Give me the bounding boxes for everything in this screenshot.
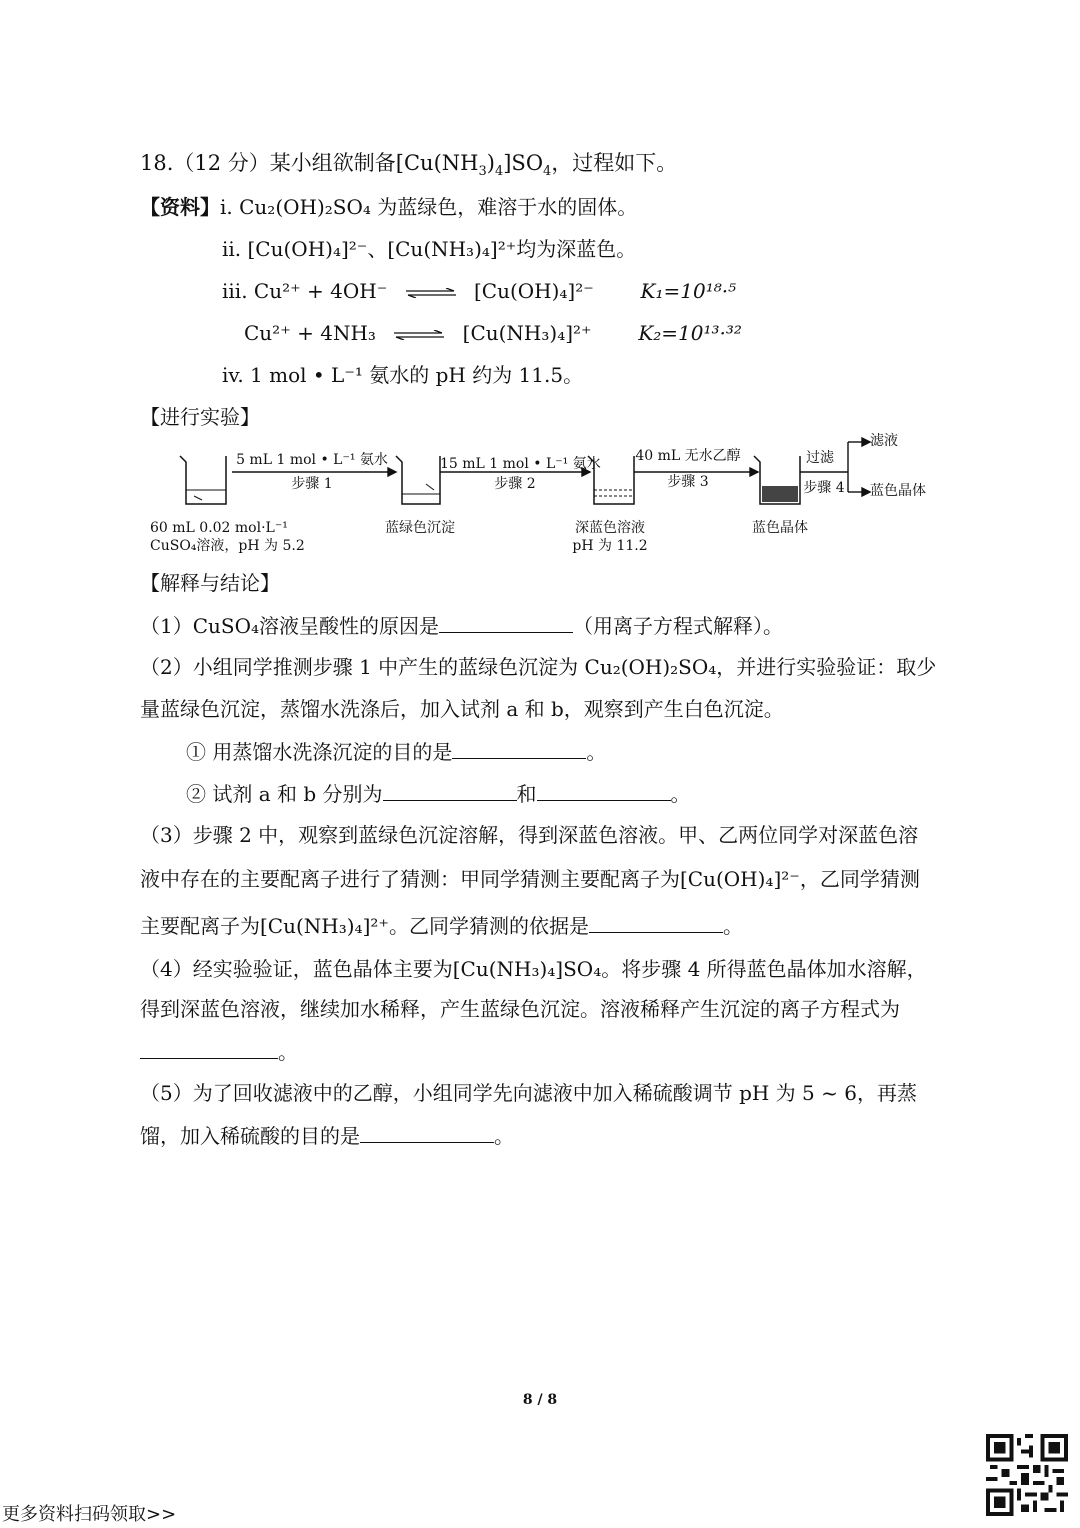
beaker3-line1: 深蓝色溶液 bbox=[575, 520, 645, 536]
period: 。 bbox=[494, 1124, 514, 1148]
step1-label: 步骤 1 bbox=[291, 476, 333, 492]
experiment-tag: 【进行实验】 bbox=[140, 405, 260, 429]
beaker1-line2: CuSO₄溶液，pH 为 5.2 bbox=[150, 538, 305, 554]
step1-reagent: 5 mL 1 mol • L⁻¹ 氨水 bbox=[236, 452, 388, 468]
q2-1-line bbox=[186, 738, 606, 765]
eq1-lhs: iii. Cu²⁺ + 4OH⁻ bbox=[222, 279, 388, 303]
page-number: 8 / 8 bbox=[522, 1392, 558, 1408]
beaker-2 bbox=[396, 456, 440, 504]
experiment-flow-diagram bbox=[150, 428, 950, 568]
step4-label: 步骤 4 bbox=[803, 480, 845, 496]
beaker1-line1: 60 mL 0.02 mol·L⁻¹ bbox=[150, 520, 288, 536]
q3-answer-blank[interactable] bbox=[589, 912, 723, 933]
q2-2-and: 和 bbox=[516, 782, 537, 806]
step2-reagent: 15 mL 1 mol • L⁻¹ 氨水 bbox=[440, 456, 601, 472]
step4-top: 过滤 bbox=[806, 450, 834, 466]
q5-answer-blank[interactable] bbox=[360, 1122, 494, 1143]
q3-text: 主要配离子为[Cu(NH₃)₄]²⁺。乙同学猜测的依据是 bbox=[140, 914, 589, 938]
q5-line-b bbox=[140, 1122, 514, 1149]
title-sub: 4 bbox=[543, 164, 552, 180]
q2-2-text: ② 试剂 a 和 b 分别为 bbox=[186, 782, 383, 806]
period: 。 bbox=[586, 740, 607, 764]
q5-line-a: （5）为了回收滤液中的乙醇，小组同学先向滤液中加入稀硫酸调节 pH 为 5 ~ 6，再蒸 bbox=[140, 1081, 917, 1105]
period: 。 bbox=[722, 914, 743, 938]
q3-line-b: 液中存在的主要配离子进行了猜测：甲同学猜测主要配离子为[Cu(OH)₄]²⁻，乙同学猜测 bbox=[140, 867, 920, 891]
q2-line-a: （2）小组同学推测步骤 1 中产生的蓝绿色沉淀为 Cu₂(OH)₂SO₄，并进行实验验证：取少 bbox=[140, 655, 937, 679]
equilibrium-arrow-icon bbox=[406, 288, 456, 298]
materials-tag: 【资料】 bbox=[140, 195, 220, 219]
q2-2-answer-blank-b[interactable] bbox=[537, 780, 671, 801]
eq2-k: K₂=10¹³·³² bbox=[638, 321, 742, 345]
q5-text: 馏，加入稀硫酸的目的是 bbox=[140, 1124, 360, 1148]
q4-answer-blank[interactable] bbox=[140, 1038, 278, 1059]
material-iv: iv. 1 mol • L⁻¹ 氨水的 pH 约为 11.5。 bbox=[222, 363, 584, 387]
step2-label: 步骤 2 bbox=[494, 476, 536, 492]
q2-2-answer-blank-a[interactable] bbox=[383, 780, 517, 801]
period: 。 bbox=[278, 1040, 298, 1064]
q2-1-text: ① 用蒸馏水洗涤沉淀的目的是 bbox=[186, 740, 453, 764]
period: 。 bbox=[670, 782, 691, 806]
q1-text: （1）CuSO₄溶液呈酸性的原因是 bbox=[140, 614, 440, 638]
q4-line-b: 得到深蓝色溶液，继续加水稀释，产生蓝绿色沉淀。溶液稀释产生沉淀的离子方程式为 bbox=[140, 997, 900, 1021]
step3-reagent: 40 mL 无水乙醇 bbox=[635, 448, 741, 464]
q4-line-c bbox=[140, 1038, 298, 1065]
eq2-rhs: [Cu(NH₃)₄]²⁺ bbox=[462, 321, 592, 345]
question-title bbox=[140, 150, 678, 180]
q2-line-b: 量蓝绿色沉淀，蒸馏水洗涤后，加入试剂 a 和 b，观察到产生白色沉淀。 bbox=[140, 697, 784, 721]
q3-line-c bbox=[140, 912, 743, 939]
title-sub: 3 bbox=[478, 164, 487, 180]
title-part: ，过程如下。 bbox=[551, 151, 678, 175]
equilibrium-arrow-icon bbox=[394, 330, 444, 340]
title-part: ]SO bbox=[503, 151, 544, 175]
title-part: ) bbox=[486, 151, 495, 175]
beaker-4 bbox=[754, 456, 800, 504]
eq1-rhs: [Cu(OH)₄]²⁻ bbox=[473, 279, 594, 303]
material-i: i. Cu₂(OH)₂SO₄ 为蓝绿色，难溶于水的固体。 bbox=[220, 195, 638, 219]
qr-code-icon[interactable] bbox=[986, 1434, 1068, 1516]
q2-2-line bbox=[186, 780, 691, 807]
arrow-step-1 bbox=[232, 468, 396, 476]
footer-text[interactable]: 更多资料扫码领取>> bbox=[2, 1504, 177, 1525]
beaker3-line2: pH 为 11.2 bbox=[572, 538, 648, 554]
conclusion-tag: 【解释与结论】 bbox=[140, 571, 280, 595]
q4-line-a: （4）经实验验证，蓝色晶体主要为[Cu(NH₃)₄]SO₄。将步骤 4 所得蓝色晶体加水溶解， bbox=[140, 957, 927, 981]
q3-line-a: （3）步骤 2 中，观察到蓝绿色沉淀溶解，得到深蓝色溶液。甲、乙两位同学对深蓝色溶 bbox=[140, 823, 919, 847]
beaker-1 bbox=[180, 456, 226, 504]
materials-i-line bbox=[140, 194, 637, 220]
material-ii: ii. [Cu(OH)₄]²⁻、[Cu(NH₃)₄]²⁺均为深蓝色。 bbox=[222, 237, 637, 261]
beaker4-label: 蓝色晶体 bbox=[752, 520, 808, 536]
q1-line bbox=[140, 612, 783, 639]
beaker2-label: 蓝绿色沉淀 bbox=[385, 520, 455, 536]
q2-1-answer-blank[interactable] bbox=[452, 738, 586, 759]
q1-text-end: （用离子方程式解释）。 bbox=[573, 614, 784, 638]
output-filtrate: 滤液 bbox=[870, 433, 898, 449]
step3-label: 步骤 3 bbox=[667, 474, 709, 490]
material-iii-eq1 bbox=[222, 278, 736, 304]
q1-answer-blank[interactable] bbox=[439, 612, 573, 633]
title-sub: 4 bbox=[494, 164, 504, 180]
title-part: 18.（12 分）某小组欲制备[Cu(NH bbox=[140, 151, 479, 175]
material-iii-eq2 bbox=[244, 320, 742, 346]
eq1-k: K₁=10¹⁸·⁵ bbox=[640, 279, 737, 303]
eq2-lhs: Cu²⁺ + 4NH₃ bbox=[244, 321, 376, 345]
output-crystal: 蓝色晶体 bbox=[870, 483, 926, 499]
